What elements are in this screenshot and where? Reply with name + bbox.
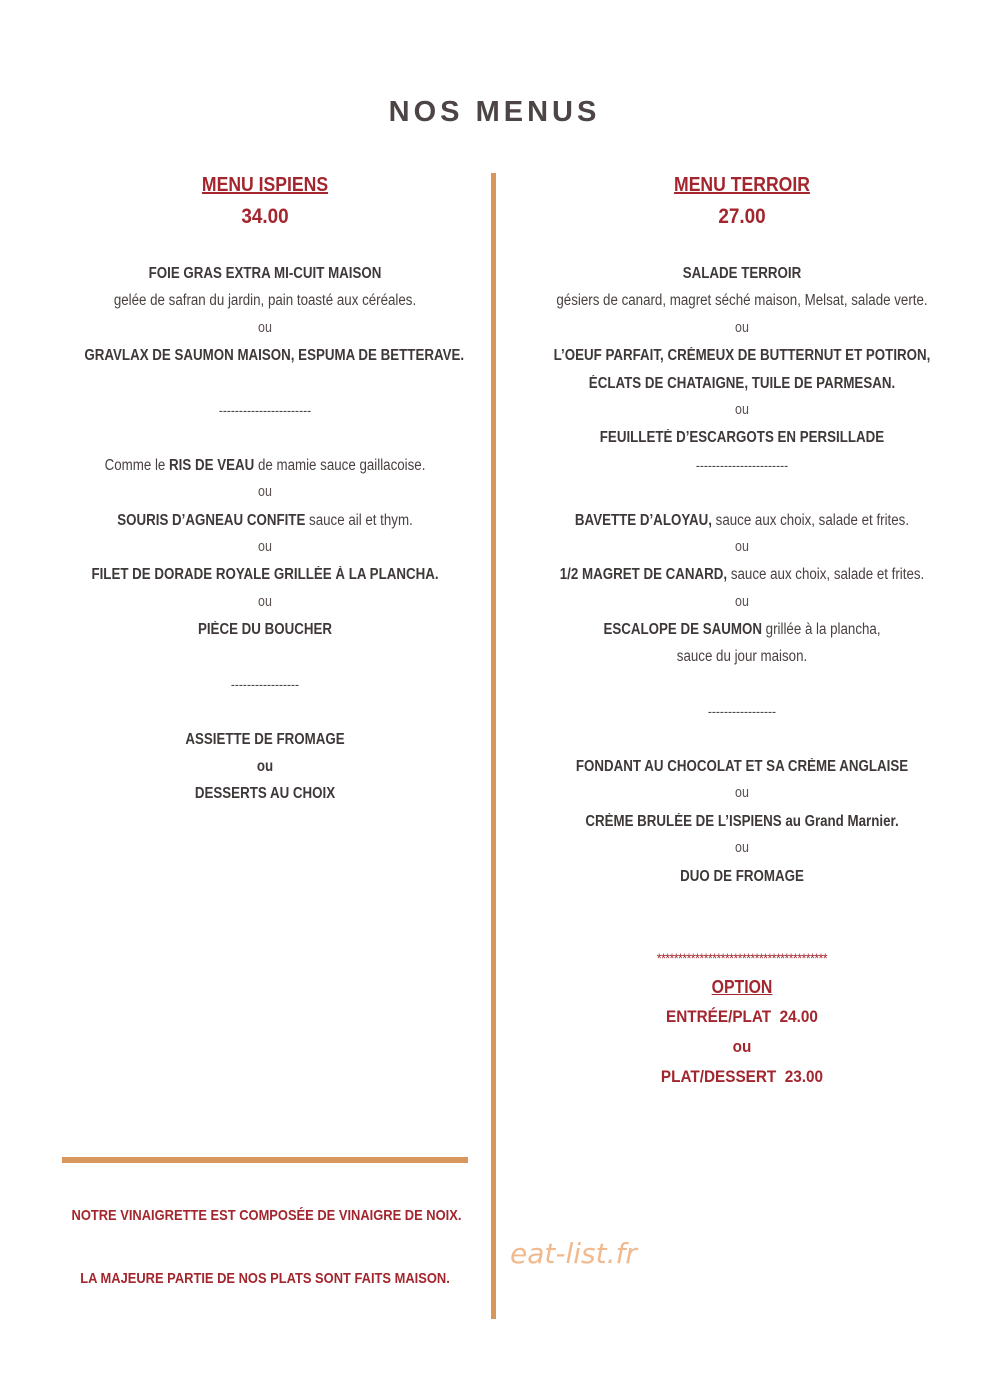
menu-terroir-title: MENU TERROIR (674, 174, 810, 196)
vertical-divider (491, 173, 496, 1319)
or-separator: ou (735, 319, 749, 336)
menu-ispiens-column (55, 170, 475, 808)
section-divider: ----------------- (230, 675, 300, 692)
dish-name: FEUILLETÉ D’ESCARGOTS EN PERSILLADE (599, 429, 885, 447)
dish-name: PIÈCE DU BOUCHER (197, 621, 333, 639)
or-separator: ou (735, 785, 749, 802)
or-separator: ou (735, 593, 749, 610)
dish-name: GRAVLAX DE SAUMON MAISON, ESPUMA DE BETTERAVE. (84, 347, 465, 365)
dish-name: DESSERTS AU CHOIX (194, 785, 336, 803)
dish-name: FILET DE DORADE ROYALE GRILLÉE À LA PLANCHA. (91, 566, 439, 584)
option-title: OPTION (711, 977, 773, 998)
dish-name: L’OEUF PARFAIT, CRÉMEUX DE BUTTERNUT ET POTIRON, (553, 347, 931, 365)
vinaigrette-note: NOTRE VINAIGRETTE EST COMPOSÉE DE VINAIGRE DE NOIX. (71, 1207, 462, 1224)
or-separator: ou (258, 319, 272, 336)
homemade-note: LA MAJEURE PARTIE DE NOS PLATS SONT FAITS MAISON. (80, 1270, 450, 1287)
option-entree-plat: ENTRÉE/PLAT 24.00 (666, 1007, 818, 1027)
or-separator: ou (256, 758, 274, 776)
dish-name: SALADE TERROIR (682, 265, 802, 282)
dish-line: BAVETTE D’ALOYAU, sauce aux choix, salade et frites. (574, 511, 910, 529)
option-divider: **************************************** (656, 949, 828, 966)
section-divider: ----------------- (707, 703, 777, 720)
menu-ispiens-title: MENU ISPIENS (201, 174, 329, 196)
dish-name: DUO DE FROMAGE (680, 867, 804, 885)
menu-ispiens-price: 34.00 (241, 205, 289, 228)
or-separator: ou (735, 538, 749, 555)
dish-line: SOURIS D’AGNEAU CONFITE sauce ail et thym. (117, 511, 413, 529)
or-separator: ou (258, 538, 272, 555)
dish-description: gelée de safran du jardin, pain toasté aux céréales. (113, 292, 417, 310)
or-separator: ou (258, 593, 272, 610)
dish-description: gésiers de canard, magret séché maison, Melsat, salade verte. (556, 292, 928, 310)
dish-line: 1/2 MAGRET DE CANARD, sauce aux choix, salade et frites. (559, 566, 925, 584)
section-divider: ----------------------- (695, 456, 789, 473)
dish-line: Comme le RIS DE VEAU de mamie sauce gaillacoise. (104, 456, 426, 474)
dish-name: FONDANT AU CHOCOLAT ET SA CRÈME ANGLAISE (575, 758, 909, 776)
or-separator: ou (258, 484, 272, 501)
page-title: NOS MENUS (388, 96, 601, 128)
menu-terroir-price: 27.00 (718, 205, 766, 228)
dish-name: FOIE GRAS EXTRA MI-CUIT MAISON (148, 265, 382, 282)
or-separator: ou (735, 840, 749, 857)
or-separator: ou (735, 401, 749, 418)
horizontal-divider (62, 1157, 468, 1163)
option-plat-dessert: PLAT/DESSERT 23.00 (660, 1067, 824, 1087)
dish-description: sauce du jour maison. (676, 648, 808, 666)
dish-name: CRÈME BRULÉE DE L’ISPIENS au Grand Marnier. (585, 812, 899, 830)
dish-name: ASSIETTE DE FROMAGE (185, 730, 345, 748)
section-divider: ----------------------- (218, 401, 312, 418)
dish-name: ÉCLATS DE CHATAIGNE, TUILE DE PARMESAN. (588, 374, 896, 392)
option-or: ou (732, 1037, 752, 1057)
watermark: eat-list.fr (510, 1237, 637, 1270)
menu-terroir-column (522, 170, 962, 1092)
dish-line: ESCALOPE DE SAUMON grillée à la plancha, (603, 621, 881, 639)
